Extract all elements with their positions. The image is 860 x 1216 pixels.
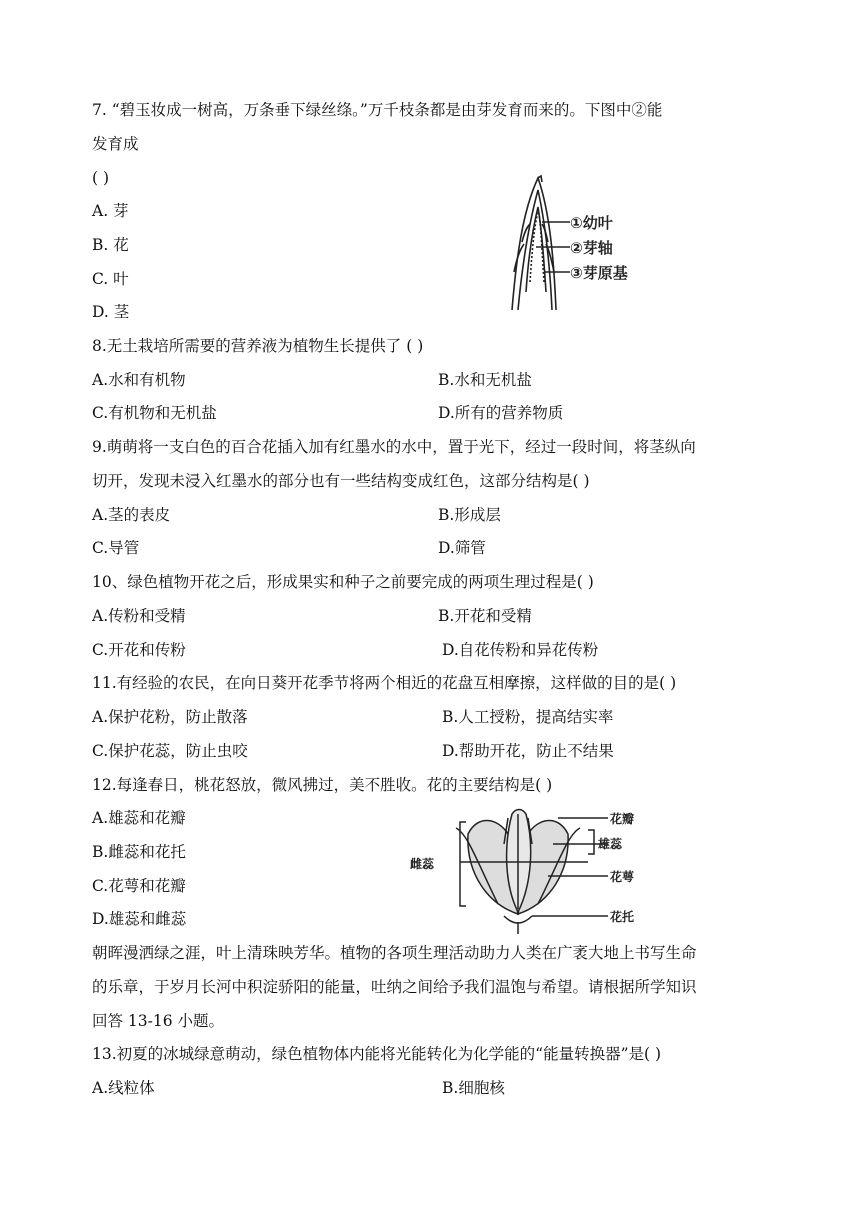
q7-option-d: D. 茎 (92, 303, 130, 321)
q7-option-c: C. 叶 (92, 270, 129, 288)
q7-option-b: B. 花 (92, 236, 129, 254)
q9-option-b: B.形成层 (438, 506, 501, 524)
bud-drawing (512, 176, 570, 310)
q10-option-d: D.自花传粉和异花传粉 (442, 641, 599, 659)
q9-option-c: C.导管 (92, 539, 140, 557)
bud-label-bud-primordium: ③芽原基 (570, 264, 628, 282)
q11-option-a: A.保护花粉，防止散落 (92, 708, 248, 726)
q9-stem-line2: 切开，发现未浸入红墨水的部分也有一些结构变成红色，这部分结构是( ) (92, 472, 590, 490)
q9-option-a: A.茎的表皮 (92, 506, 171, 524)
q7-option-a: A. 芽 (92, 202, 129, 220)
q9-option-d: D.筛管 (438, 539, 486, 557)
q12-option-c: C.花萼和花瓣 (92, 877, 186, 895)
q12-stem: 12.每逢春日，桃花怒放，微风拂过，美不胜收。花的主要结构是( ) (92, 776, 553, 794)
flower-structure-figure (408, 804, 670, 934)
q12-option-a: A.雄蕊和花瓣 (92, 809, 186, 827)
bud-label-young-leaf: ①幼叶 (570, 214, 613, 232)
q12-option-d: D.雄蕊和雌蕊 (92, 910, 187, 928)
flower-label-receptacle: 花托 (610, 910, 635, 924)
passage-line3: 回答 13-16 小题。 (92, 1012, 225, 1030)
flower-label-petal: 花瓣 (610, 812, 635, 826)
q9-stem-line1: 9.萌萌将一支白色的百合花插入加有红墨水的水中，置于光下，经过一段时间，将茎纵向 (92, 438, 696, 456)
q8-option-a: A.水和有机物 (92, 371, 186, 389)
q11-stem: 11.有经验的农民，在向日葵开花季节将两个相近的花盘互相摩擦，这样做的目的是( ) (92, 674, 677, 692)
passage-line1: 朝晖漫洒绿之涯，叶上清珠映芳华。植物的各项生理活动助力人类在广袤大地上书写生命 (92, 944, 697, 962)
q8-option-d: D.所有的营养物质 (438, 404, 564, 422)
q10-option-a: A.传粉和受精 (92, 607, 186, 625)
q8-option-c: C.有机物和无机盐 (92, 404, 217, 422)
q8-stem: 8.无土栽培所需要的营养液为植物生长提供了 ( ) (92, 337, 424, 355)
flower-label-pistil: 雌蕊 (410, 857, 435, 871)
q10-option-c: C.开花和传粉 (92, 641, 186, 659)
q7-stem-line1: 7. “碧玉妆成一树高，万条垂下绿丝绦。”万千枝条都是由芽发育而来的。下图中②能 (92, 101, 663, 119)
flower-drawing (456, 810, 608, 935)
passage-line2: 的乐章，于岁月长河中积淀骄阳的能量，吐纳之间给予我们温饱与希望。请根据所学知识 (92, 978, 697, 996)
q11-option-b: B.人工授粉，提高结实率 (442, 708, 614, 726)
q13-stem: 13.初夏的冰城绿意萌动，绿色植物体内能将光能转化为化学能的“能量转换器”是( ) (92, 1045, 662, 1063)
q10-stem: 10、绿色植物开花之后，形成果实和种子之前要完成的两项生理过程是( ) (92, 573, 594, 591)
q12-option-b: B.雌蕊和花托 (92, 843, 186, 861)
q7-stem-line2: 发育成 (92, 135, 139, 153)
q8-option-b: B.水和无机盐 (438, 371, 532, 389)
q11-option-c: C.保护花蕊，防止虫咬 (92, 742, 248, 760)
flower-label-stamen: 雄蕊 (598, 837, 623, 851)
bud-label-bud-axis: ②芽轴 (570, 239, 613, 257)
q10-option-b: B.开花和受精 (438, 607, 532, 625)
q11-option-d: D.帮助开花，防止不结果 (442, 742, 614, 760)
q13-option-b: B.细胞核 (442, 1079, 505, 1097)
q13-option-a: A.线粒体 (92, 1079, 155, 1097)
bud-structure-figure (508, 172, 658, 312)
q7-answer-paren: ( ) (92, 169, 110, 187)
flower-label-sepal: 花萼 (610, 870, 635, 884)
